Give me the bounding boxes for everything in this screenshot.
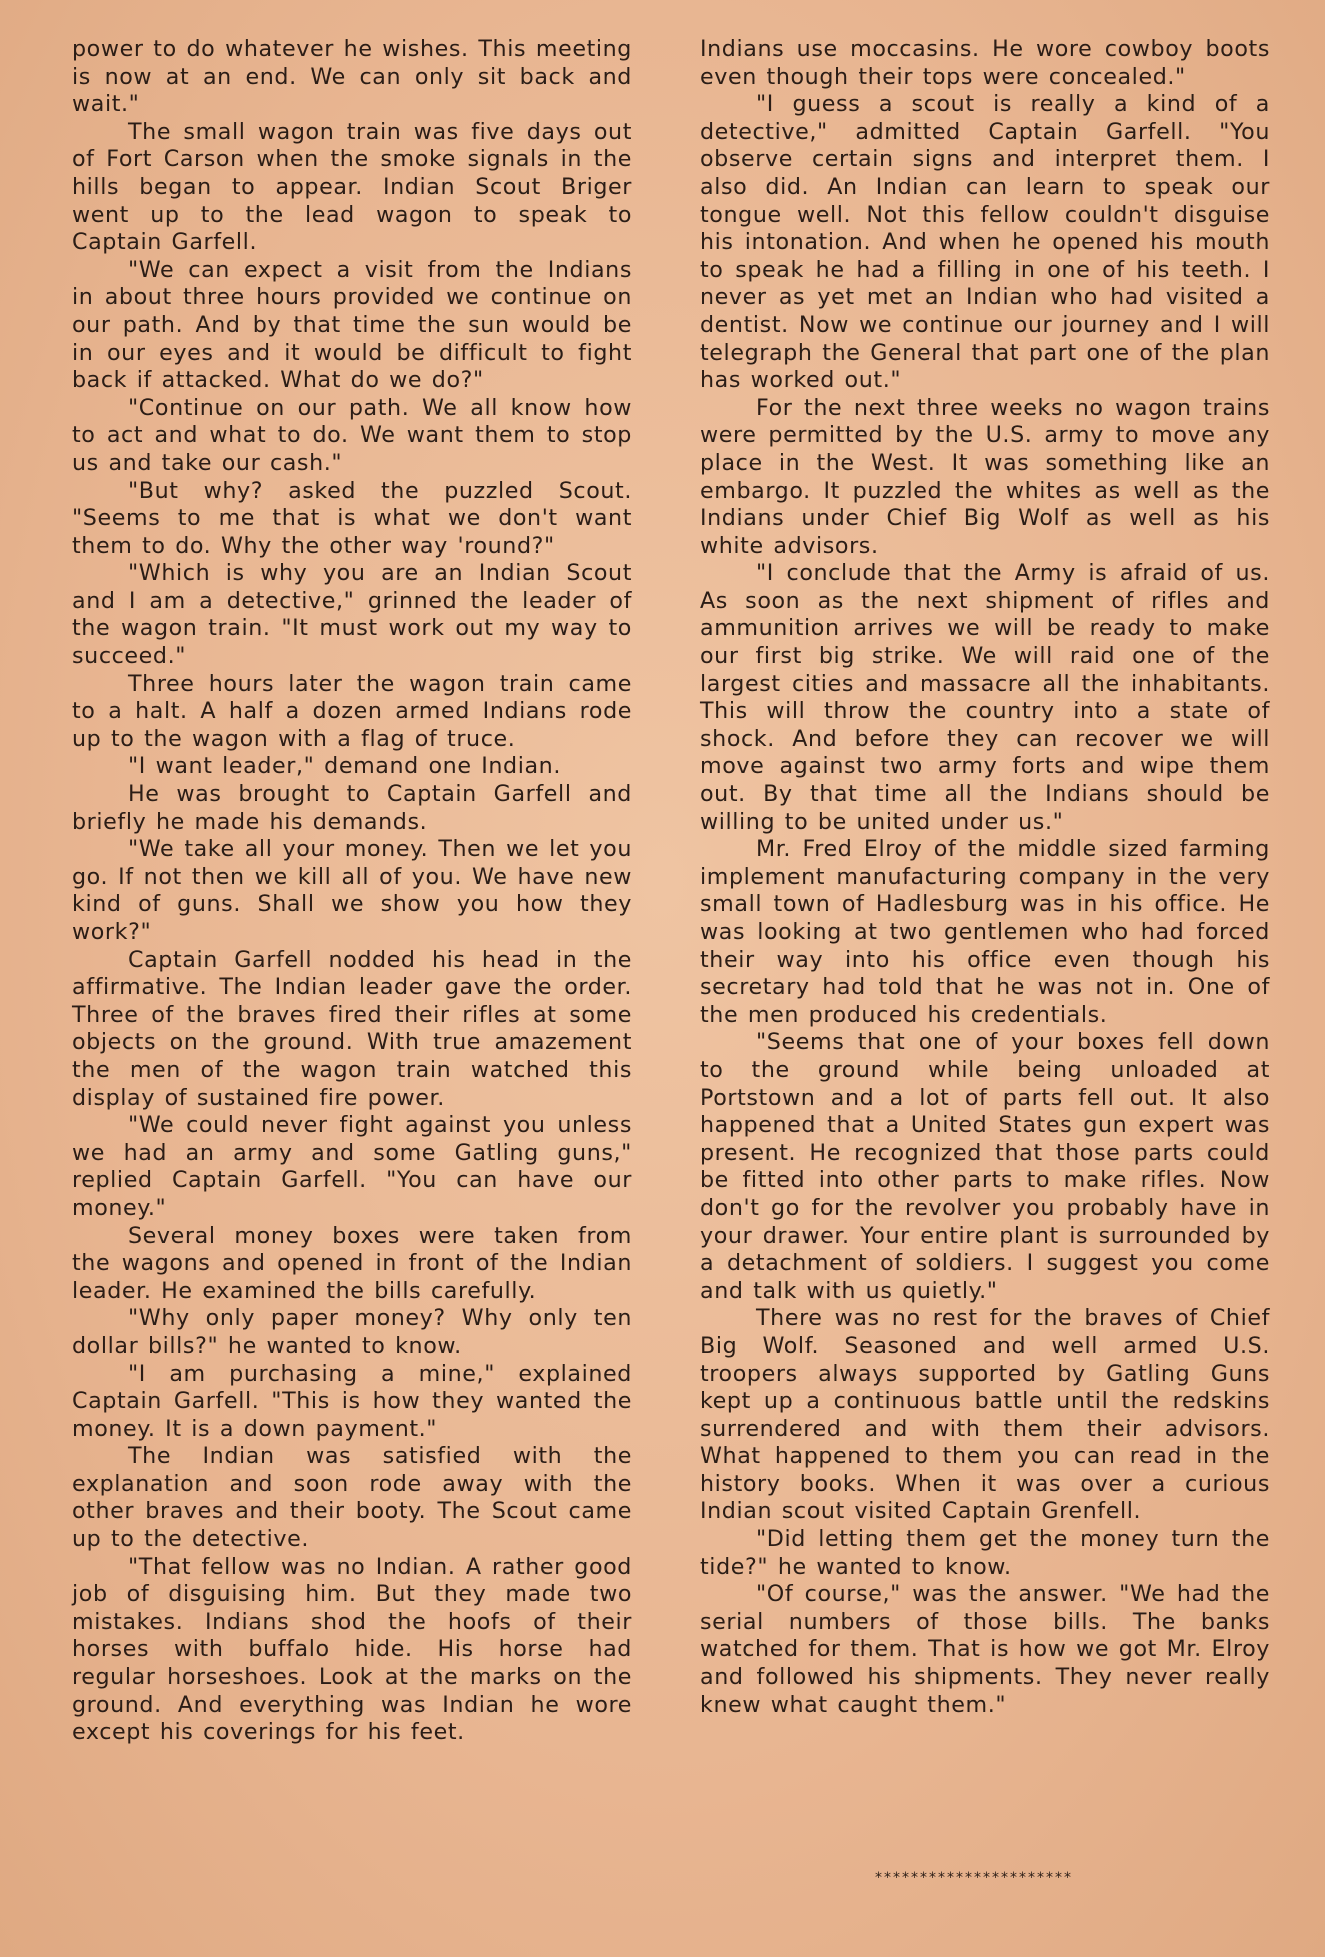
paragraph: "Why only paper money? Why only ten dollar bills?" he wanted to know. <box>72 1305 632 1359</box>
paragraph: "We can expect a visit from the Indians in about three hours provided we continue on our path. And by that time the sun would be in our eyes and it would be difficult to fight back if attacked. What do we do?" <box>72 256 632 394</box>
paragraph: "I am purchasing a mine," explained Captain Garfell. "This is how they wanted the money. It is a down payment." <box>72 1360 632 1442</box>
paragraph: "Continue on our path. We all know how to act and what to do. We want them to stop us and take our cash." <box>72 394 632 476</box>
paragraph: For the next three weeks no wagon trains were permitted by the U.S. army to move any place in the West. It was something like an embargo. It puzzled the whites as well as the Indians under Chief Big Wolf as well as his white advisors. <box>700 394 1270 559</box>
paragraph: The Indian was satisfied with the explanation and soon rode away with the other braves and their booty. The Scout came up to the detective. <box>72 1443 632 1553</box>
paragraph: "That fellow was no Indian. A rather good job of disguising him. But they made two mistakes. Indians shod the hoofs of their horses with buffalo hide. His horse had regular horseshoes. Look at the marks on the ground. And everything was Indian he wore except his coverings for his feet. <box>72 1553 632 1746</box>
paragraph: "I guess a scout is really a kind of a detective," admitted Captain Garfell. "You observe certain signs and interpret them. I also did. An Indian can learn to speak our tongue well. Not this fellow couldn't disguise his intonation. And when he opened his mouth to speak he had a filling in one of his teeth. I never as yet met an Indian who had visited a dentist. Now we continue our journey and I will telegraph the General that part one of the plan has worked out." <box>700 91 1270 394</box>
left-column <box>72 36 632 1747</box>
paragraph: "I want leader," demand one Indian. <box>128 753 561 780</box>
paragraph: "Seems that one of your boxes fell down to the ground while being unloaded at Portstown and a lot of parts fell out. It also happened that a United States gun expert was present. He recognized that those parts could be fitted into other parts to make rifles. Now don't go for the revolver you probably have in your drawer. Your entire plant is surrounded by a detachment of soldiers. I suggest you come and talk with us quietly." <box>700 1029 1270 1304</box>
paragraph: power to do whatever he wishes. This meeting is now at an end. We can only sit back and wait." <box>72 36 632 118</box>
paragraph: "We take all your money. Then we let you go. If not then we kill all of you. We have new kind of guns. Shall we show you how they work?" <box>72 836 632 945</box>
paragraph: He was brought to Captain Garfell and briefly he made his demands. <box>72 781 632 835</box>
paragraph: There was no rest for the braves of Chief Big Wolf. Seasoned and well armed U.S. troopers always supported by Gatling Guns kept up a continuous battle until the redskins surrendered and with them their advisors. What happened to them you can read in the history books. When it was over a curious Indian scout visited Captain Grenfell. <box>700 1305 1270 1525</box>
end-mark: ********************** <box>875 1870 1073 1886</box>
paragraph: "I conclude that the Army is afraid of us. As soon as the next shipment of rifles and ammunition arrives we will be ready to make our first big strike. We will raid one of the largest cities and massacre all the inhabitants. This will throw the country into a state of shock. And before they can recover we will move against two army forts and wipe them out. By that time all the Indians should be willing to be united under us." <box>700 560 1270 835</box>
paragraph: Several money boxes were taken from the wagons and opened in front of the Indian leader. He examined the bills carefully. <box>72 1222 632 1304</box>
paragraph: "But why? asked the puzzled Scout. "Seems to me that is what we don't want them to do. Why the other way 'round?" <box>72 477 632 559</box>
paragraph: "Of course," was the answer. "We had the serial numbers of those bills. The banks watched for them. That is how we got Mr. Elroy and followed his shipments. They never really knew what caught them." <box>700 1581 1270 1718</box>
paragraph: Mr. Fred Elroy of the middle sized farming implement manufacturing company in the very small town of Hadlesburg was in his office. He was looking at two gentlemen who had forced their way into his office even though his secretary had told that he was not in. One of the men produced his credentials. <box>700 836 1270 1028</box>
paragraph: The small wagon train was five days out of Fort Carson when the smoke signals in the hills began to appear. Indian Scout Briger went up to the lead wagon to speak to Captain Garfell. <box>72 118 632 256</box>
paragraph: Indians use moccasins. He wore cowboy boots even though their tops were concealed." <box>700 36 1270 90</box>
paragraph: "Which is why you are an Indian Scout and I am a detective," grinned the leader of the wagon train. "It must work out my way to succeed." <box>72 560 632 670</box>
paragraph: Three hours later the wagon train came to a halt. A half a dozen armed Indians rode up to the wagon with a flag of truce. <box>72 670 632 752</box>
paragraph: Captain Garfell nodded his head in the affirmative. The Indian leader gave the order. Three of the braves fired their rifles at some objects on the ground. With true amazement the men of the wagon train watched this display of sustained fire power. <box>72 946 632 1111</box>
right-column <box>700 36 1270 1719</box>
paragraph: "Did letting them get the money turn the tide?" he wanted to know. <box>700 1526 1270 1580</box>
paragraph: "We could never fight against you unless we had an army and some Gatling guns," replied Captain Garfell. "You can have our money." <box>72 1112 632 1221</box>
